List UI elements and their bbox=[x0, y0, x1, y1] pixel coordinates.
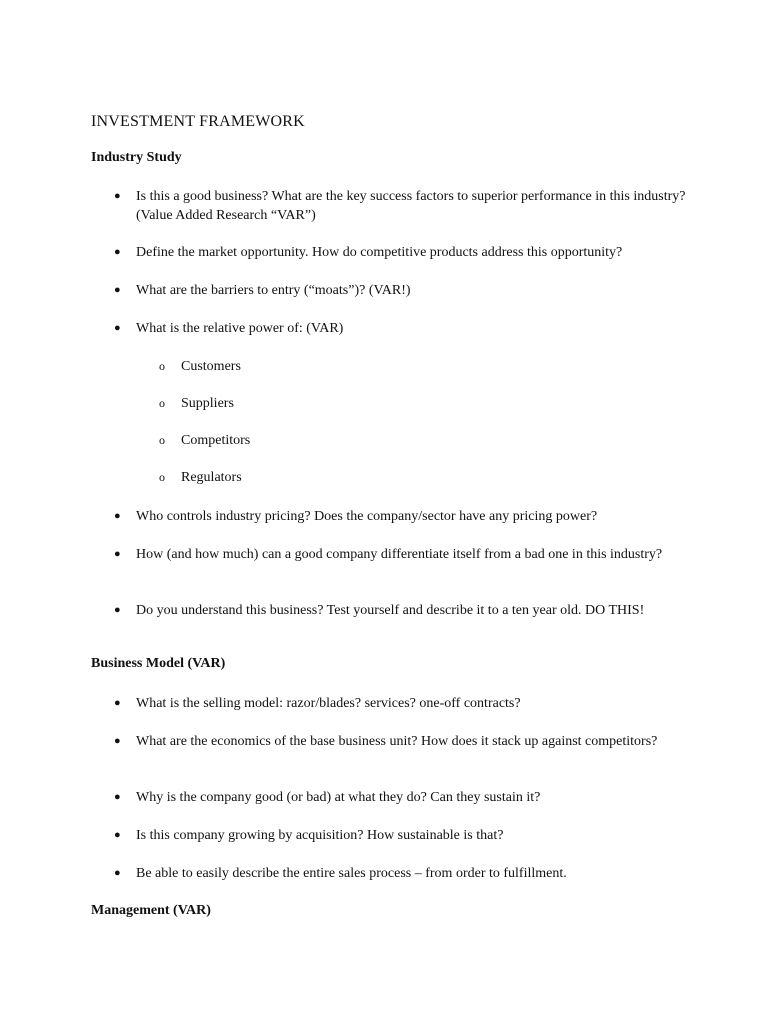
list-item-text: What is the relative power of: (VAR) bbox=[136, 321, 344, 336]
sub-bullet-icon: o bbox=[159, 470, 165, 484]
list-item-text: What are the economics of the base business unit? How does it stack up against competitors? bbox=[136, 734, 658, 749]
bullet-icon: ● bbox=[114, 284, 121, 296]
sub-list-item bbox=[159, 357, 241, 376]
sub-bullet-icon: o bbox=[159, 359, 165, 373]
bullet-icon: ● bbox=[114, 697, 121, 709]
bullet-icon: ● bbox=[114, 322, 121, 334]
list-item bbox=[114, 319, 696, 338]
bullet-icon: ● bbox=[114, 190, 121, 202]
list-item-text: Is this a good business? What are the key success factors to superior performance in this industry? (Value Added Research “VAR”) bbox=[136, 189, 686, 223]
list-item-text: What are the barriers to entry (“moats”)? (VAR!) bbox=[136, 283, 411, 298]
sub-list-item-text: Suppliers bbox=[181, 396, 234, 411]
bullet-icon: ● bbox=[114, 604, 121, 616]
sub-list-item bbox=[159, 394, 234, 413]
bullet-icon: ● bbox=[114, 548, 121, 560]
list-item-text: Is this company growing by acquisition? How sustainable is that? bbox=[136, 828, 504, 843]
list-item bbox=[114, 788, 696, 807]
list-item bbox=[114, 281, 696, 300]
bullet-icon: ● bbox=[114, 829, 121, 841]
section-heading-industry-study: Industry Study bbox=[91, 150, 182, 165]
list-item-text: Do you understand this business? Test yourself and describe it to a ten year old. DO THIS! bbox=[136, 603, 645, 618]
sub-list-item-text: Regulators bbox=[181, 470, 242, 485]
sub-list-item bbox=[159, 468, 242, 487]
list-item bbox=[114, 732, 696, 751]
bullet-icon: ● bbox=[114, 246, 121, 258]
list-item-text: What is the selling model: razor/blades? services? one-off contracts? bbox=[136, 696, 521, 711]
bullet-icon: ● bbox=[114, 867, 121, 879]
section-heading-management: Management (VAR) bbox=[91, 903, 211, 918]
sub-list-item-text: Competitors bbox=[181, 433, 251, 448]
list-item bbox=[114, 243, 696, 262]
page-title: INVESTMENT FRAMEWORK bbox=[91, 113, 305, 130]
list-item bbox=[114, 545, 696, 564]
list-item-text: Why is the company good (or bad) at what they do? Can they sustain it? bbox=[136, 790, 541, 805]
sub-bullet-icon: o bbox=[159, 433, 165, 447]
list-item-text: Be able to easily describe the entire sales process – from order to fulfillment. bbox=[136, 866, 567, 881]
sub-list-item-text: Customers bbox=[181, 359, 241, 374]
bullet-icon: ● bbox=[114, 735, 121, 747]
bullet-icon: ● bbox=[114, 791, 121, 803]
list-item bbox=[114, 187, 696, 225]
sub-bullet-icon: o bbox=[159, 396, 165, 410]
bullet-icon: ● bbox=[114, 510, 121, 522]
list-item bbox=[114, 507, 696, 526]
list-item bbox=[114, 826, 696, 845]
section-heading-business-model: Business Model (VAR) bbox=[91, 656, 226, 671]
list-item bbox=[114, 864, 696, 883]
list-item bbox=[114, 601, 696, 620]
list-item-text: Who controls industry pricing? Does the company/sector have any pricing power? bbox=[136, 509, 598, 524]
list-item-text: Define the market opportunity. How do competitive products address this opportunity? bbox=[136, 245, 623, 260]
sub-list-item bbox=[159, 431, 251, 450]
list-item bbox=[114, 694, 696, 713]
list-item-text: How (and how much) can a good company differentiate itself from a bad one in this industry? bbox=[136, 547, 663, 562]
